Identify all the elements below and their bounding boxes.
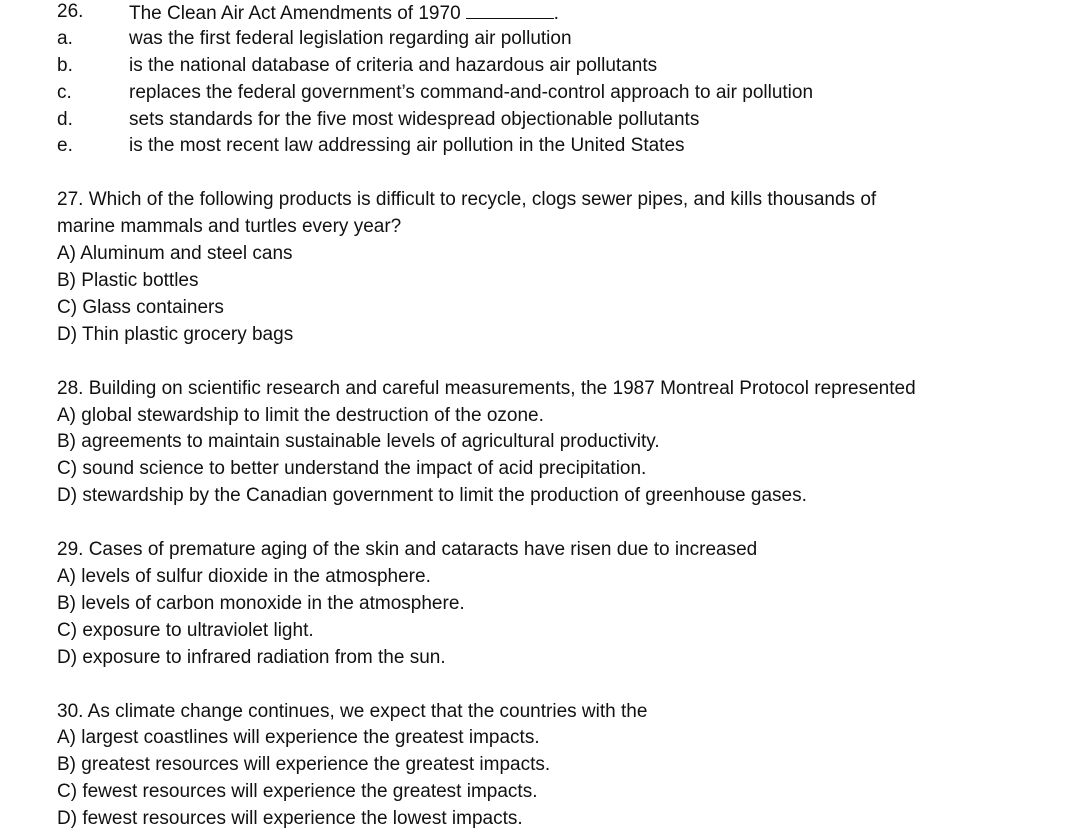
option-text: is the national database of criteria and hazardous air pollutants — [129, 54, 658, 76]
question-text: The Clean Air Act Amendments of 1970 . — [129, 0, 559, 27]
spacer — [57, 350, 1047, 377]
option-text: is the most recent law addressing air pollution in the United States — [129, 135, 685, 157]
spacer — [57, 673, 1047, 700]
question-27-stem-line-1: 27. Which of the following products is difficult to recycle, clogs sewer pipes, and kills thousands of — [57, 189, 877, 211]
option-c — [57, 81, 1047, 108]
answer-blank — [466, 0, 554, 19]
option-a: A) global stewardship to limit the destruction of the ozone. — [57, 404, 544, 426]
option-text: replaces the federal government’s command-and-control approach to air pollution — [129, 81, 814, 103]
option-d — [57, 108, 1047, 135]
option-b — [57, 54, 1047, 81]
question-28 — [57, 377, 1047, 511]
question-27-stem-line-2: marine mammals and turtles every year? — [57, 216, 402, 238]
option-b: B) Plastic bottles — [57, 270, 199, 292]
question-28-stem: 28. Building on scientific research and careful measurements, the 1987 Montreal Protocol represented — [57, 377, 916, 399]
option-c: C) fewest resources will experience the greatest impacts. — [57, 781, 538, 803]
spacer — [57, 511, 1047, 538]
quiz-document — [57, 0, 1047, 834]
option-a: A) levels of sulfur dioxide in the atmosphere. — [57, 566, 431, 588]
question-number: 26. — [57, 1, 84, 22]
option-d: D) Thin plastic grocery bags — [57, 323, 294, 345]
question-29 — [57, 538, 1047, 672]
spacer — [57, 161, 1047, 188]
question-26 — [57, 0, 1047, 161]
option-c: C) exposure to ultraviolet light. — [57, 619, 314, 641]
option-e — [57, 134, 1047, 161]
option-text: sets standards for the five most widespread objectionable pollutants — [129, 108, 700, 130]
option-c: C) Glass containers — [57, 296, 224, 318]
option-letter: d. — [57, 108, 73, 130]
option-b: B) agreements to maintain sustainable levels of agricultural productivity. — [57, 431, 660, 453]
option-d: D) exposure to infrared radiation from the sun. — [57, 646, 446, 668]
question-30 — [57, 700, 1047, 834]
question-27 — [57, 188, 1047, 349]
question-29-stem: 29. Cases of premature aging of the skin and cataracts have risen due to increased — [57, 539, 758, 561]
option-letter: a. — [57, 27, 73, 49]
option-a: A) Aluminum and steel cans — [57, 243, 293, 265]
option-letter: b. — [57, 54, 73, 76]
option-b: B) levels of carbon monoxide in the atmosphere. — [57, 592, 465, 614]
question-26-stem — [57, 0, 1047, 27]
option-d: D) fewest resources will experience the lowest impacts. — [57, 808, 523, 830]
option-a: A) largest coastlines will experience the greatest impacts. — [57, 727, 540, 749]
option-text: was the first federal legislation regarding air pollution — [129, 27, 572, 49]
option-a — [57, 27, 1047, 54]
option-letter: e. — [57, 135, 73, 157]
option-letter: c. — [57, 81, 72, 103]
question-30-stem: 30. As climate change continues, we expect that the countries with the — [57, 700, 648, 722]
option-c: C) sound science to better understand the impact of acid precipitation. — [57, 458, 647, 480]
option-d: D) stewardship by the Canadian government to limit the production of greenhouse gases. — [57, 485, 807, 507]
option-b: B) greatest resources will experience the greatest impacts. — [57, 754, 551, 776]
